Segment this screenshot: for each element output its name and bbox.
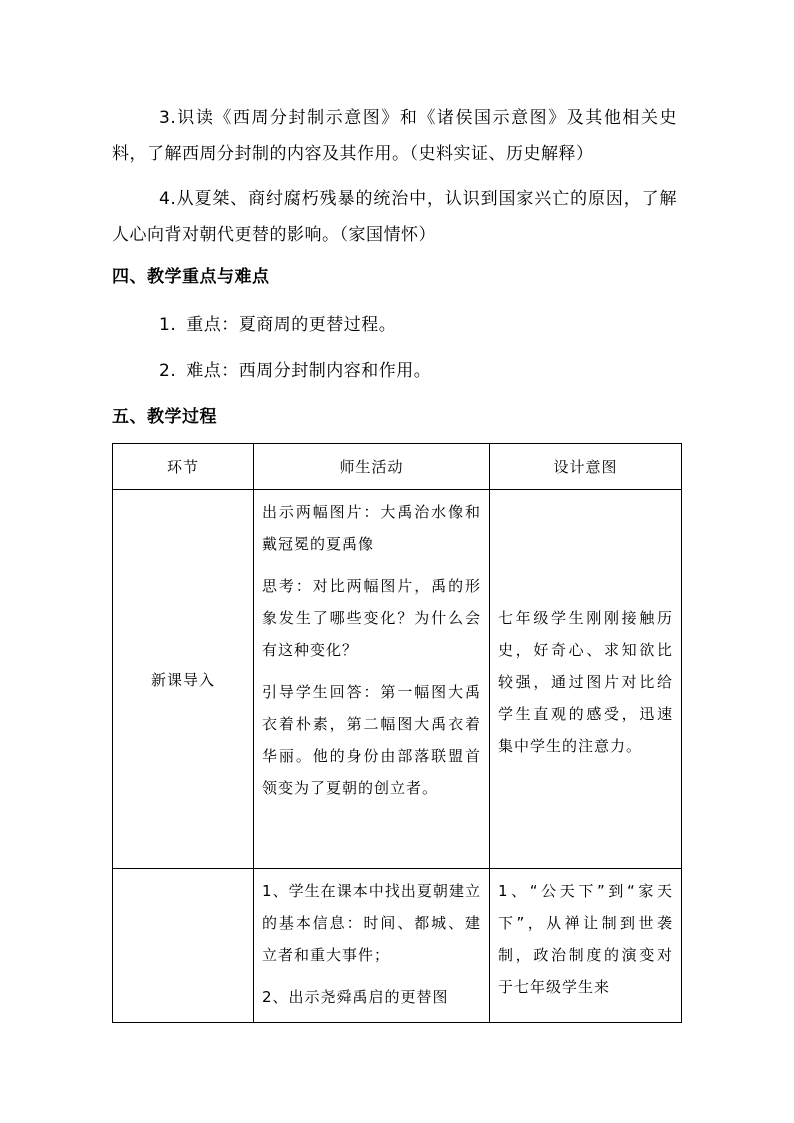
header-design: 设计意图 — [490, 444, 682, 490]
activities-cell — [254, 490, 490, 869]
section-4-heading: 四、教学重点与难点 — [112, 267, 270, 287]
step-cell: 新课导入 — [113, 490, 254, 869]
activity-text: 思考：对比两幅图片，禹的形象发生了哪些变化？为什么会有这种变化？ — [262, 577, 481, 659]
teaching-process-table — [112, 443, 682, 1023]
difficult-point-item — [159, 359, 431, 383]
table-row — [113, 869, 682, 1023]
design-cell — [490, 869, 682, 1023]
table-row — [113, 490, 682, 869]
activities-cell — [254, 869, 490, 1023]
header-activities: 师生活动 — [254, 444, 490, 490]
section-5-heading: 五、教学过程 — [112, 407, 217, 427]
header-step: 环节 — [113, 444, 254, 490]
design-text: 1、“公天下”到“家天下”，从禅让制到世袭制，政治制度的演变对于七年级学生来 — [498, 882, 673, 996]
item-number: 1. — [159, 315, 177, 335]
activity-text: 2、出示尧舜禹启的更替图 — [262, 988, 449, 1006]
item-text: 重点：夏商周的更替过程。 — [186, 315, 397, 335]
table-header-row — [113, 444, 682, 490]
objective-3: 3.识读《西周分封制示意图》和《诸侯国示意图》及其他相关史料，了解西周分封制的内容及其作用。（史料实证、历史解释） — [112, 108, 677, 164]
key-point-item — [159, 313, 396, 337]
activity-text: 1、学生在课本中找出夏朝建立的基本信息：时间、都城、建立者和重大事件； — [262, 882, 481, 964]
item-number: 2. — [159, 361, 177, 381]
item-text: 难点：西周分封制内容和作用。 — [186, 361, 432, 381]
design-cell: 七年级学生刚刚接触历史，好奇心、求知欲比较强，通过图片对比给学生直观的感受，迅速集中学生的注意力。 — [490, 490, 682, 869]
activity-text: 引导学生回答：第一幅图大禹衣着朴素，第二幅图大禹衣着华丽。他的身份由部落联盟首领变为了夏朝的创立者。 — [262, 683, 481, 797]
step-cell — [113, 869, 254, 1023]
activity-text: 出示两幅图片：大禹治水像和戴冠冕的夏禹像 — [262, 503, 481, 553]
objective-4: 4.从夏桀、商纣腐朽残暴的统治中，认识到国家兴亡的原因，了解人心向背对朝代更替的影响。（家国情怀） — [112, 189, 677, 245]
